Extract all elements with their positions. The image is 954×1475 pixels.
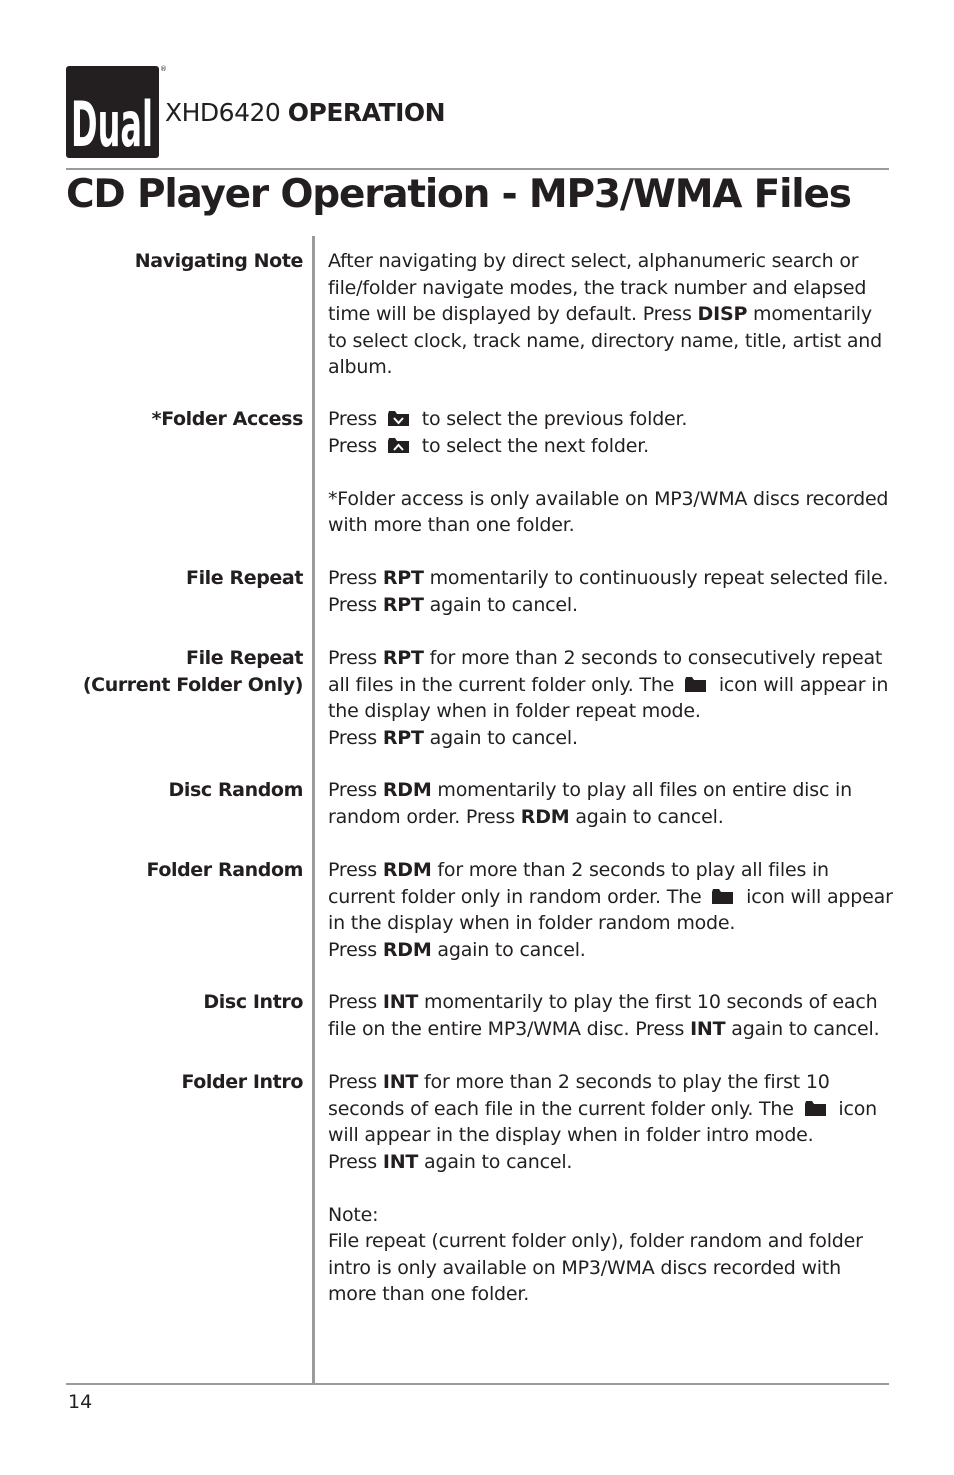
page-title: CD Player Operation - MP3/WMA Files xyxy=(66,172,851,217)
feature-description: Press RPT momentarily to continuously repeat selected file. Press RPT again to cancel. xyxy=(328,567,889,616)
feature-description: Press RDM momentarily to play all files on entire disc in random order. Press RDM again to cancel. xyxy=(328,779,852,828)
bottom-divider xyxy=(66,1383,889,1385)
button-name: INT xyxy=(382,1071,419,1093)
feature-label: File Repeat xyxy=(185,567,303,589)
registered-mark: ® xyxy=(160,65,167,73)
brand-lettering: Dual xyxy=(71,88,153,158)
feature-description: Press RDM for more than 2 seconds to play all files in current folder only in random order. The icon will appear in the display when in folder random mode. Press RDM again to cancel. xyxy=(328,859,893,961)
feature-description: Press INT for more than 2 seconds to play the first 10 seconds of each file in the current folder only. The icon will appear in the display when in folder intro mode. Press INT again to cancel. Note: File repeat (current folder only), folder random and folder intro is only available on MP3/WMA discs recorded with more than one folder. xyxy=(328,1071,878,1305)
feature-description: Press RPT for more than 2 seconds to consecutively repeat all files in the current folder only. The icon will appear in the display when in folder repeat mode. Press RPT again to cancel. xyxy=(328,647,889,749)
folder-up-icon xyxy=(387,437,410,454)
feature-label: File Repeat (Current Folder Only) xyxy=(82,647,303,696)
button-name: RDM xyxy=(382,779,432,801)
feature-label: Navigating Note xyxy=(134,250,303,272)
feature-label: Folder Random xyxy=(146,859,303,881)
column-divider xyxy=(312,236,315,1384)
feature-label: Folder Intro xyxy=(181,1071,303,1093)
feature-description: Press to select the previous folder. Press to select the next folder. *Folder access is only available on MP3/WMA discs recorded with more than one folder. xyxy=(328,408,889,536)
button-name: RDM xyxy=(382,938,432,961)
page-number: 14 xyxy=(68,1391,93,1413)
header-title xyxy=(165,98,445,127)
folder-icon xyxy=(684,676,707,693)
button-name: RPT xyxy=(382,647,424,669)
feature-description: Press INT momentarily to play the first 10 seconds of each file on the entire MP3/WMA disc. Press INT again to cancel. xyxy=(328,991,880,1040)
section-name: OPERATION xyxy=(287,98,446,127)
folder-down-icon xyxy=(387,410,410,427)
folder-icon xyxy=(804,1100,827,1117)
model-number: XHD6420 xyxy=(165,98,281,127)
button-name: RDM xyxy=(520,805,570,828)
button-name: RDM xyxy=(382,859,432,881)
button-name: INT xyxy=(382,991,419,1013)
button-name: RPT xyxy=(382,567,424,589)
button-name: INT xyxy=(690,1017,726,1040)
folder-icon xyxy=(711,888,734,905)
dual-logo xyxy=(66,66,159,158)
top-divider xyxy=(66,168,889,170)
dual-logo-mark xyxy=(66,66,159,158)
button-name: DISP xyxy=(697,303,748,325)
button-name: INT xyxy=(382,1150,419,1173)
button-name: RPT xyxy=(382,726,424,749)
feature-label: Disc Random xyxy=(168,779,303,801)
feature-label: Disc Intro xyxy=(203,991,303,1013)
button-name: RPT xyxy=(382,593,424,616)
feature-label: *Folder Access xyxy=(151,408,303,430)
feature-description: After navigating by direct select, alphanumeric search or file/folder navigate modes, the track number and elapsed time will be displayed by default. Press DISP momentarily to select clock, track name, directory name, title, artist and album. xyxy=(328,250,882,378)
